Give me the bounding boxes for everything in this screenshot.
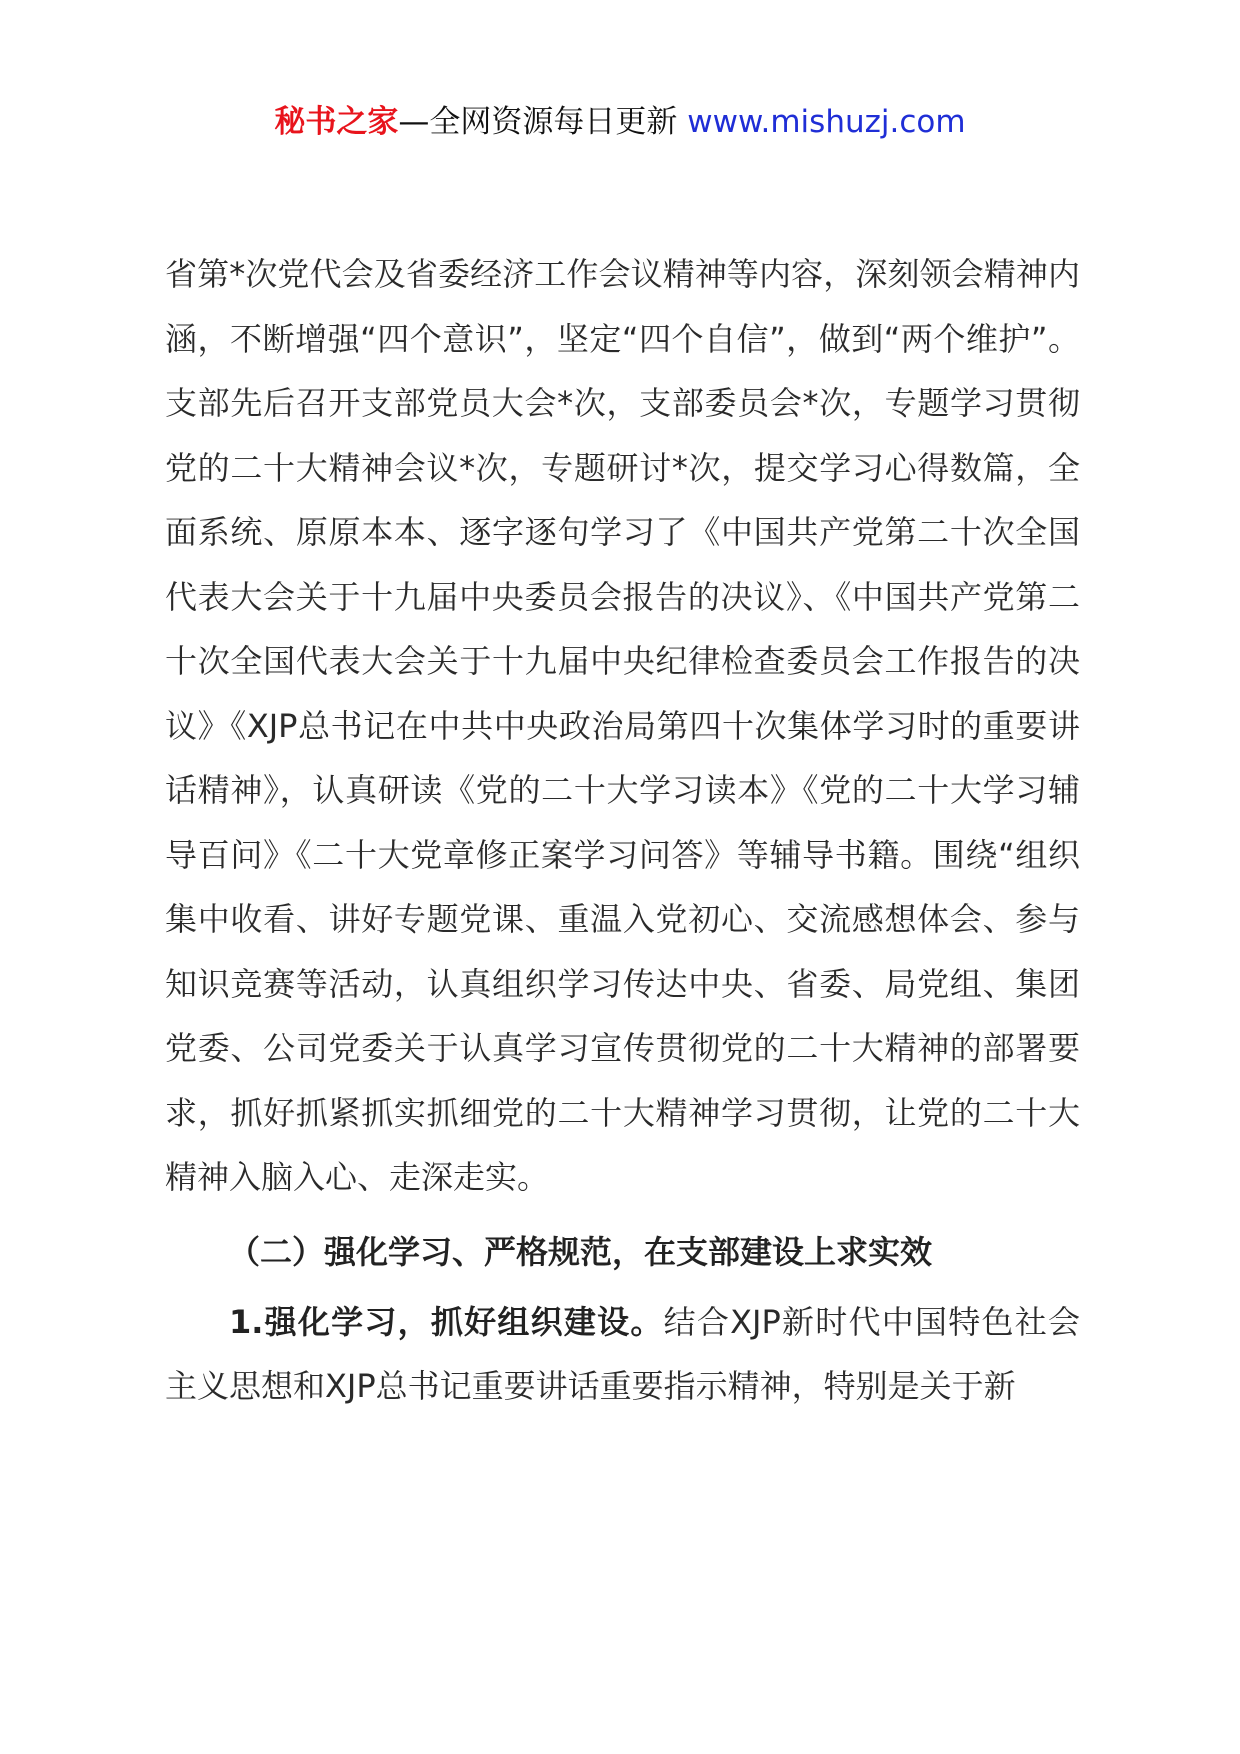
header-brand: 秘书之家 bbox=[274, 104, 399, 140]
page-header bbox=[0, 100, 1240, 144]
numbered-item-text: 结合XJP新时代中国特色社会主义思想和XJP总书记重要讲话重要指示精神，特别是关于新 bbox=[165, 1302, 1080, 1405]
numbered-item-paragraph bbox=[165, 1290, 1080, 1419]
header-url-link[interactable]: www.mishuzj.com bbox=[687, 104, 966, 140]
body-paragraph: 省第*次党代会及省委经济工作会议精神等内容，深刻领会精神内涵，不断增强“四个意识”，坚定“四个自信”，做到“两个维护”。支部先后召开支部党员大会*次，支部委员会*次，专题学习贯彻党的二十大精神会议*次，专题研讨*次，提交学习心得数篇，全面系统、原原本本、逐字逐句学习了《中国共产党第二十次全国代表大会关于十九届中央委员会报告的决议》、《中国共产党第二十次全国代表大会关于十九届中央纪律检查委员会工作报告的决议》《XJP总书记在中共中央政治局第四十次集体学习时的重要讲话精神》，认真研读《党的二十大学习读本》《党的二十大学习辅导百问》《二十大党章修正案学习问答》等辅导书籍。围绕“组织集中收看、讲好专题党课、重温入党初心、交流感想体会、参与知识竞赛等活动，认真组织学习传达中央、省委、局党组、集团党委、公司党委关于认真学习宣传贯彻党的二十大精神的部署要求，抓好抓紧抓实抓细党的二十大精神学习贯彻，让党的二十大精神入脑入心、走深走实。 bbox=[165, 255, 1080, 1196]
section-heading: （二）强化学习、严格规范，在支部建设上求实效 bbox=[228, 1232, 933, 1271]
numbered-item-lead: 1.强化学习，抓好组织建设。 bbox=[229, 1302, 664, 1341]
document-body bbox=[165, 242, 1080, 1419]
header-tagline: —全网资源每日更新 bbox=[398, 104, 678, 140]
